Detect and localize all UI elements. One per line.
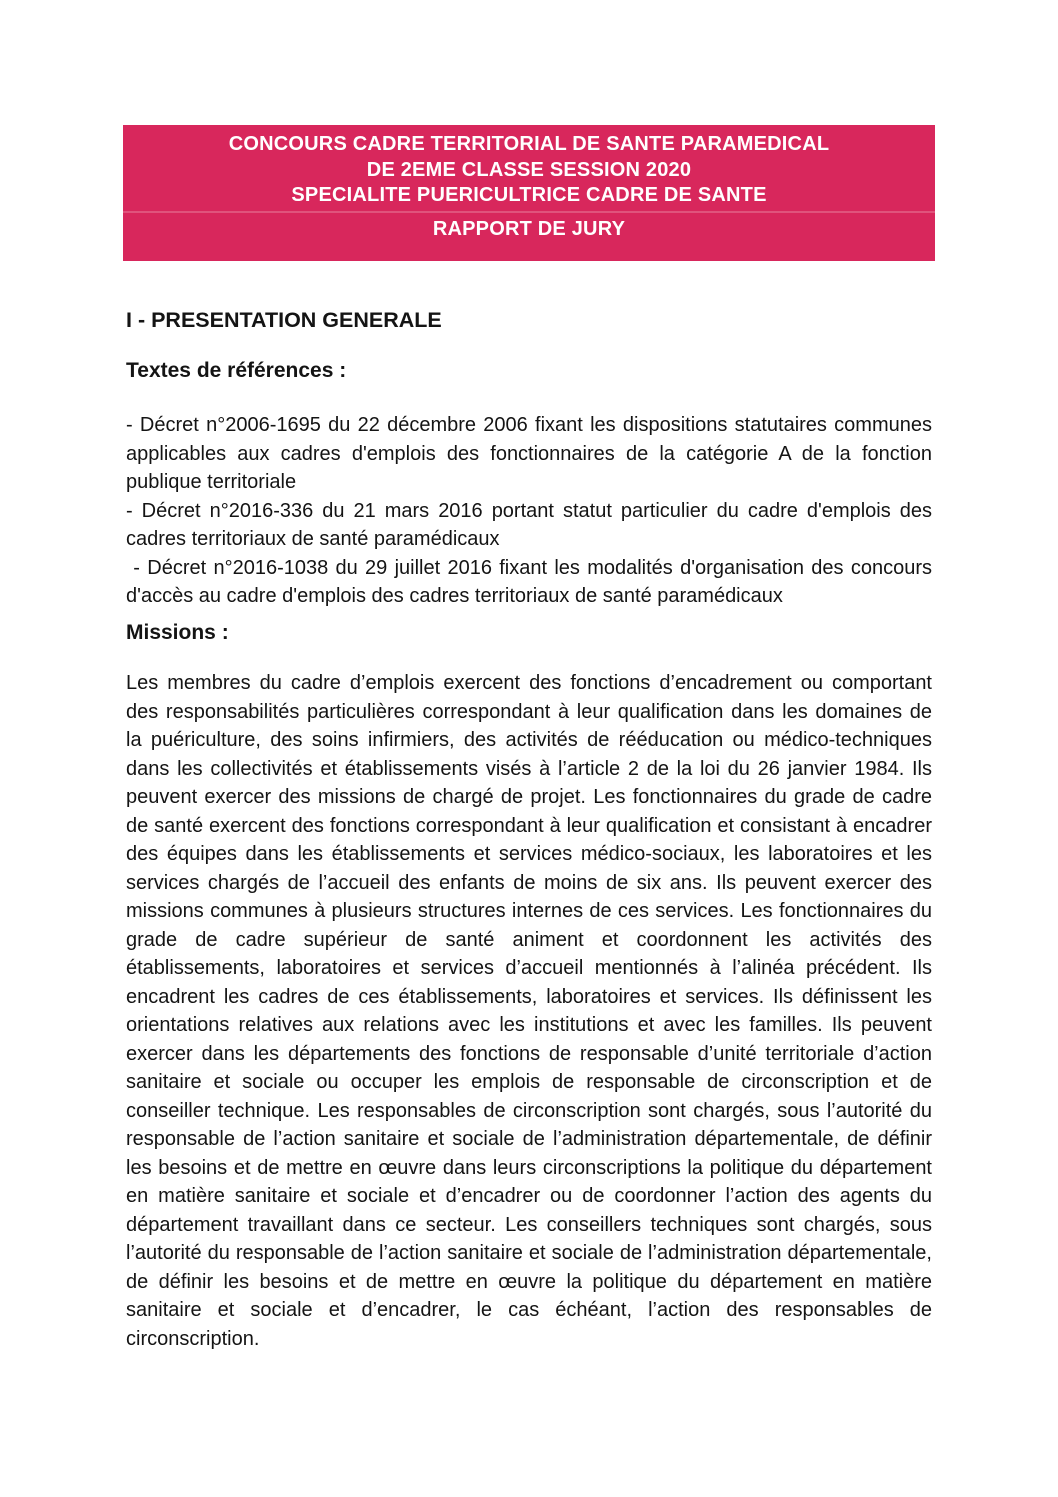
banner-title-line: SPECIALITE PUERICULTRICE CADRE DE SANTE [291, 184, 767, 206]
subheading-references: Textes de références : [126, 359, 347, 382]
title-banner [123, 125, 935, 261]
reference-item: - Décret n°2006-1695 du 22 décembre 2006 fixant les dispositions statutaires communes applicables aux cadres d'emplois des fonctionnaires de la catégorie A de la fonction publique territoriale [126, 414, 932, 493]
banner-top-section [123, 125, 935, 211]
banner-bottom-section [123, 211, 935, 262]
reference-item: - Décret n°2016-1038 du 29 juillet 2016 fixant les modalités d'organisation des concours d'accès au cadre d'emplois des cadres territoriaux de santé paramédicaux [126, 556, 932, 607]
banner-title-line: CONCOURS CADRE TERRITORIAL DE SANTE PARAMEDICAL [228, 133, 830, 155]
section-heading-presentation: I - PRESENTATION GENERALE [126, 308, 442, 332]
references-list [126, 411, 932, 611]
banner-title-line: DE 2EME CLASSE SESSION 2020 [366, 158, 692, 181]
reference-item: - Décret n°2016-336 du 21 mars 2016 portant statut particulier du cadre d'emplois des cadres territoriaux de santé paramédicaux [126, 499, 932, 550]
missions-paragraph: Les membres du cadre d’emplois exercent des fonctions d’encadrement ou comportant des responsabilités particulières correspondant à leur qualification dans les domaines de la puériculture, des soins infirmiers, des activités de rééducation ou médico-techniques dans les collectivités et établissements visés à l’article 2 de la loi du 26 janvier 1984. Ils peuvent exercer des missions de chargé de projet. Les fonctionnaires du grade de cadre de santé exercent des fonctions correspondant à leur qualification et consistant à encadrer des équipes dans les établissements et services médico-sociaux, les laboratoires et les services chargés de l’accueil des enfants de moins de six ans. Ils peuvent exercer des missions communes à plusieurs structures internes de ces services. Les fonctionnaires du grade de cadre supérieur de santé animent et coordonnent les activités des établissements, laboratoires et services d’accueil mentionnés à l’alinéa précédent. Ils encadrent les cadres de ces établissements, laboratoires et services. Ils définissent les orientations relatives aux relations avec les institutions et avec les familles. Ils peuvent exercer dans les départements des fonctions de responsable d’unité territoriale d’action sanitaire et sociale ou occuper les emplois de responsable de circonscription et de conseiller technique. Les responsables de circonscription sont chargés, sous l’autorité du responsable de l’action sanitaire et sociale de l’administration départementale, de définir les besoins et de mettre en œuvre dans leurs circonscriptions la politique du département en matière sanitaire et sociale et d’encadrer ou de coordonner l’action des agents du département travaillant dans ce secteur. Les conseillers techniques sont chargés, sous l’autorité du responsable de l’action sanitaire et sociale de l’administration départementale, de définir les besoins et de mettre en œuvre la politique du département en matière sanitaire et sociale et d’encadrer, le cas échéant, l’action des responsables de circonscription. [126, 672, 932, 1350]
subheading-missions: Missions : [126, 621, 229, 644]
banner-title-line: RAPPORT DE JURY [432, 217, 626, 240]
